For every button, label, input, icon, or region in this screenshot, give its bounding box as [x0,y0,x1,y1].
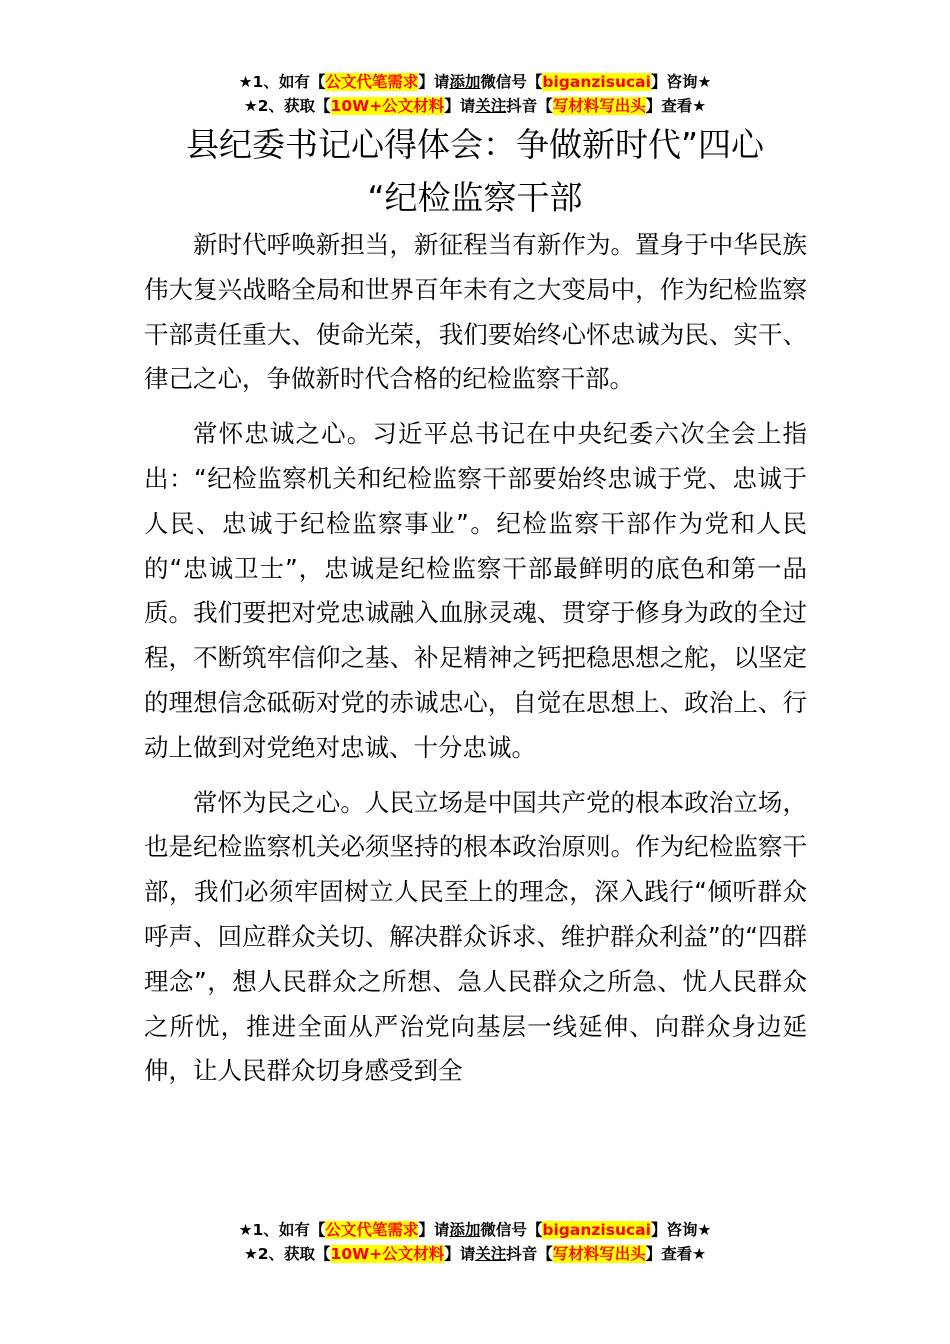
highlight-materials: 10W+公文材料 [330,1245,445,1263]
title-line-1: 县纪委书记心得体会：争做新时代”四心 [185,125,765,164]
banner-text: ★1、如有【 [238,1221,326,1239]
highlight-wechat-id: biganzisucai [542,73,651,91]
banner-text: 】咨询★ [650,73,712,91]
paragraph-loyalty: 常怀忠诚之心。习近平总书记在中央纪委六次全会上指出：“纪检监察机关和纪检监察干部要始终忠诚于党、忠诚于人民、忠诚于纪检监察事业”。纪检监察干部作为党和人民的“忠诚卫士”，忠诚是纪检监察干部最鲜明的底色和第一品质。我们要把对党忠诚融入血脉灵魂、贯穿于修身为政的全过程，不断筑牢信仰之基、补足精神之钙把稳思想之舵，以坚定的理想信念砥砺对党的赤诚忠心，自觉在思想上、政治上、行动上做到对党绝对忠诚、十分忠诚。 [144,419,807,762]
banner-emphasis: 添加 [449,1221,481,1239]
document-title [140,118,810,224]
banner-text: 】请 [418,73,450,91]
banner-emphasis: 添加 [449,73,481,91]
footer-banner [0,1218,950,1266]
banner-text: ★2、获取【 [243,1245,331,1263]
highlight-service: 公文代笔需求 [325,1221,419,1239]
banner-text: 抖音【 [506,97,553,115]
banner-text: ★1、如有【 [238,73,326,91]
highlight-service: 公文代笔需求 [325,73,419,91]
banner-text: 】请 [418,1221,450,1239]
banner-text: 】请 [444,97,476,115]
banner-text: 微信号【 [480,73,543,91]
highlight-wechat-id: biganzisucai [542,1221,651,1239]
paragraph-people: 常怀为民之心。人民立场是中国共产党的根本政治立场，也是纪检监察机关必须坚持的根本政治原则。作为纪检监察干部，我们必须牢固树立人民至上的理念，深入践行“倾听群众呼声、回应群众关切、解决群众诉求、维护群众利益”的“四群理念”，想人民群众之所想、急人民群众之所急、忧人民群众之所忧，推进全面从严治党向基层一线延伸、向群众身边延伸，让人民群众切身感受到全 [144,787,807,1086]
banner-text: 】咨询★ [650,1221,712,1239]
banner-emphasis: 关注 [475,1245,507,1263]
banner-emphasis: 关注 [475,97,507,115]
highlight-douyin-account: 写材料写出头 [552,97,646,115]
banner-text: 】请 [444,1245,476,1263]
banner-line-2 [0,1242,950,1266]
banner-text: ★2、获取【 [243,97,331,115]
banner-text: 微信号【 [480,1221,543,1239]
document-body [144,223,807,1104]
banner-text: 抖音【 [506,1245,553,1263]
banner-text: 】查看★ [645,97,707,115]
highlight-materials: 10W+公文材料 [330,97,445,115]
highlight-douyin-account: 写材料写出头 [552,1245,646,1263]
banner-line-1 [0,70,950,94]
header-banner [0,70,950,118]
banner-text: 】查看★ [645,1245,707,1263]
banner-line-1 [0,1218,950,1242]
banner-line-2 [0,94,950,118]
title-line-2: “纪检监察干部 [367,178,583,217]
paragraph-intro: 新时代呼唤新担当，新征程当有新作为。置身于中华民族伟大复兴战略全局和世界百年未有之大变局中，作为纪检监察干部责任重大、使命光荣，我们要始终心怀忠诚为民、实干、律己之心，争做新时代合格的纪检监察干部。 [144,230,807,394]
